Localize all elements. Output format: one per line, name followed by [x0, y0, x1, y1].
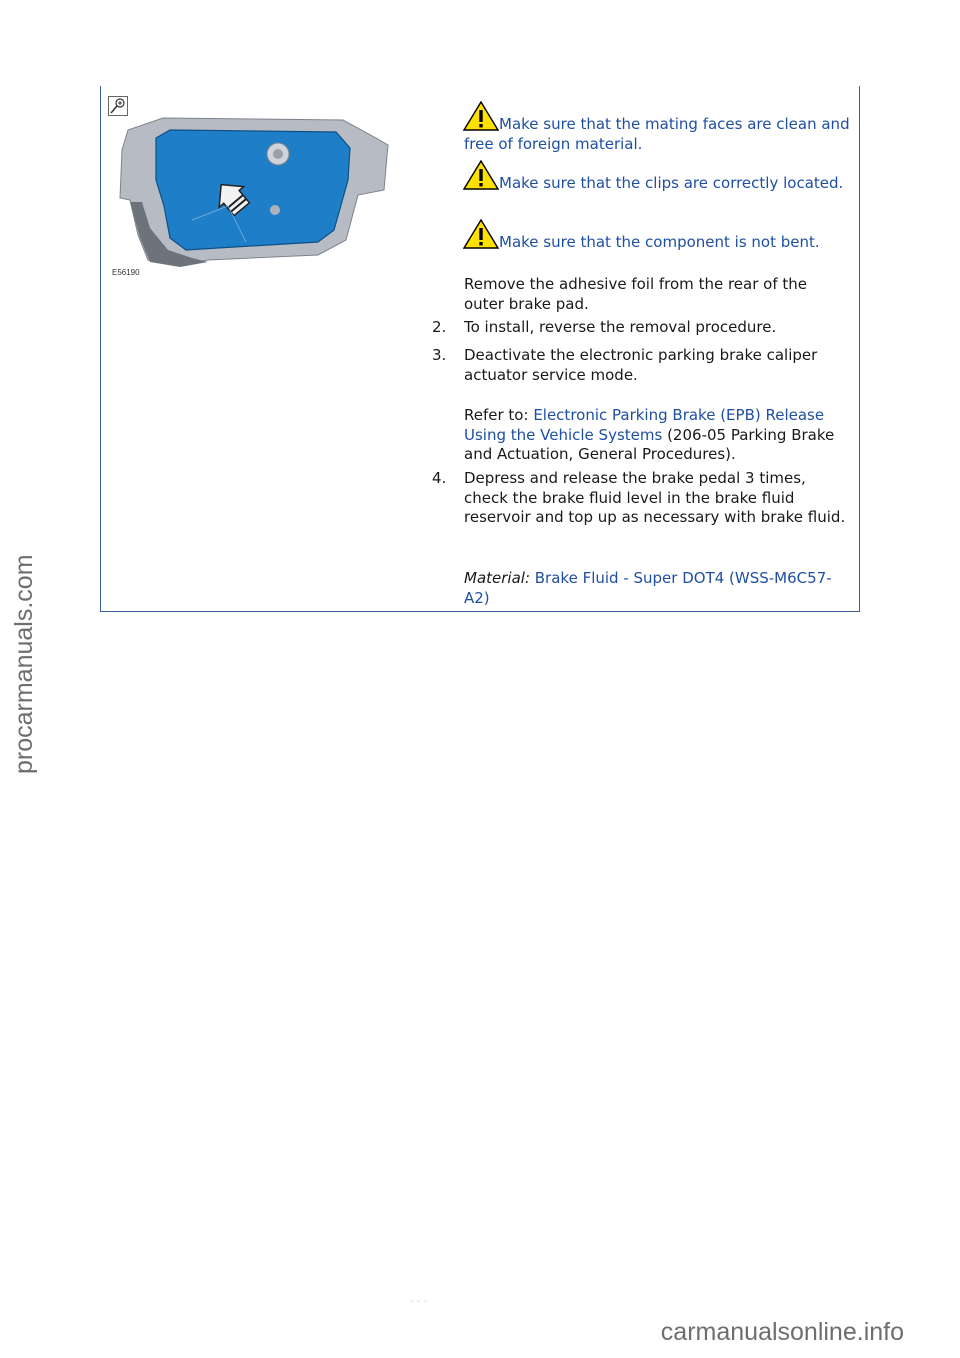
watermark-left: procarmanuals.com — [10, 554, 38, 774]
step-1-text: Remove the adhesive foil from the rear of the outer brake pad. — [464, 275, 807, 313]
refer-prefix: Refer to: — [464, 406, 534, 424]
warning-3 — [464, 219, 850, 253]
brake-fluid-link[interactable]: Brake Fluid - Super DOT4 (WSS-M6C57-A2) — [464, 569, 832, 607]
refer-suffix: (206-05 Parking Brake and Actuation, General Procedures). — [464, 425, 835, 463]
material-prefix: Material: — [464, 569, 535, 587]
warning-triangle-icon — [463, 101, 499, 131]
step-number: 2. — [432, 318, 447, 336]
refer-to — [464, 406, 850, 465]
warning-text: Make sure that the clips are correctly located. — [499, 174, 844, 192]
epb-release-link[interactable]: Electronic Parking Brake (EPB) Release Using the Vehicle Systems — [464, 406, 825, 444]
warning-triangle-icon — [463, 160, 499, 190]
figure-label: E56190 — [112, 268, 140, 277]
step-number: 4. — [432, 469, 447, 487]
warning-2 — [464, 160, 850, 194]
material — [464, 569, 850, 608]
watermark-bottom: carmanualsonline.info — [660, 1318, 904, 1346]
warning-triangle-icon — [463, 219, 499, 249]
step-3-text: Deactivate the electronic parking brake caliper actuator service mode. — [464, 346, 818, 384]
warning-1 — [464, 101, 850, 154]
page-footer: - - - — [410, 1296, 428, 1307]
warning-text: Make sure that the mating faces are clean and free of foreign material. — [464, 115, 850, 153]
step-4-text: Depress and release the brake pedal 3 times, check the brake fluid level in the brake fluid reservoir and top up as necessary with brake fluid. — [464, 469, 846, 526]
warning-text: Make sure that the component is not bent. — [499, 233, 820, 251]
step-number: 3. — [432, 346, 447, 364]
step-2-text: To install, reverse the removal procedure. — [464, 318, 777, 336]
brake-pad-illustration[interactable] — [108, 110, 394, 290]
